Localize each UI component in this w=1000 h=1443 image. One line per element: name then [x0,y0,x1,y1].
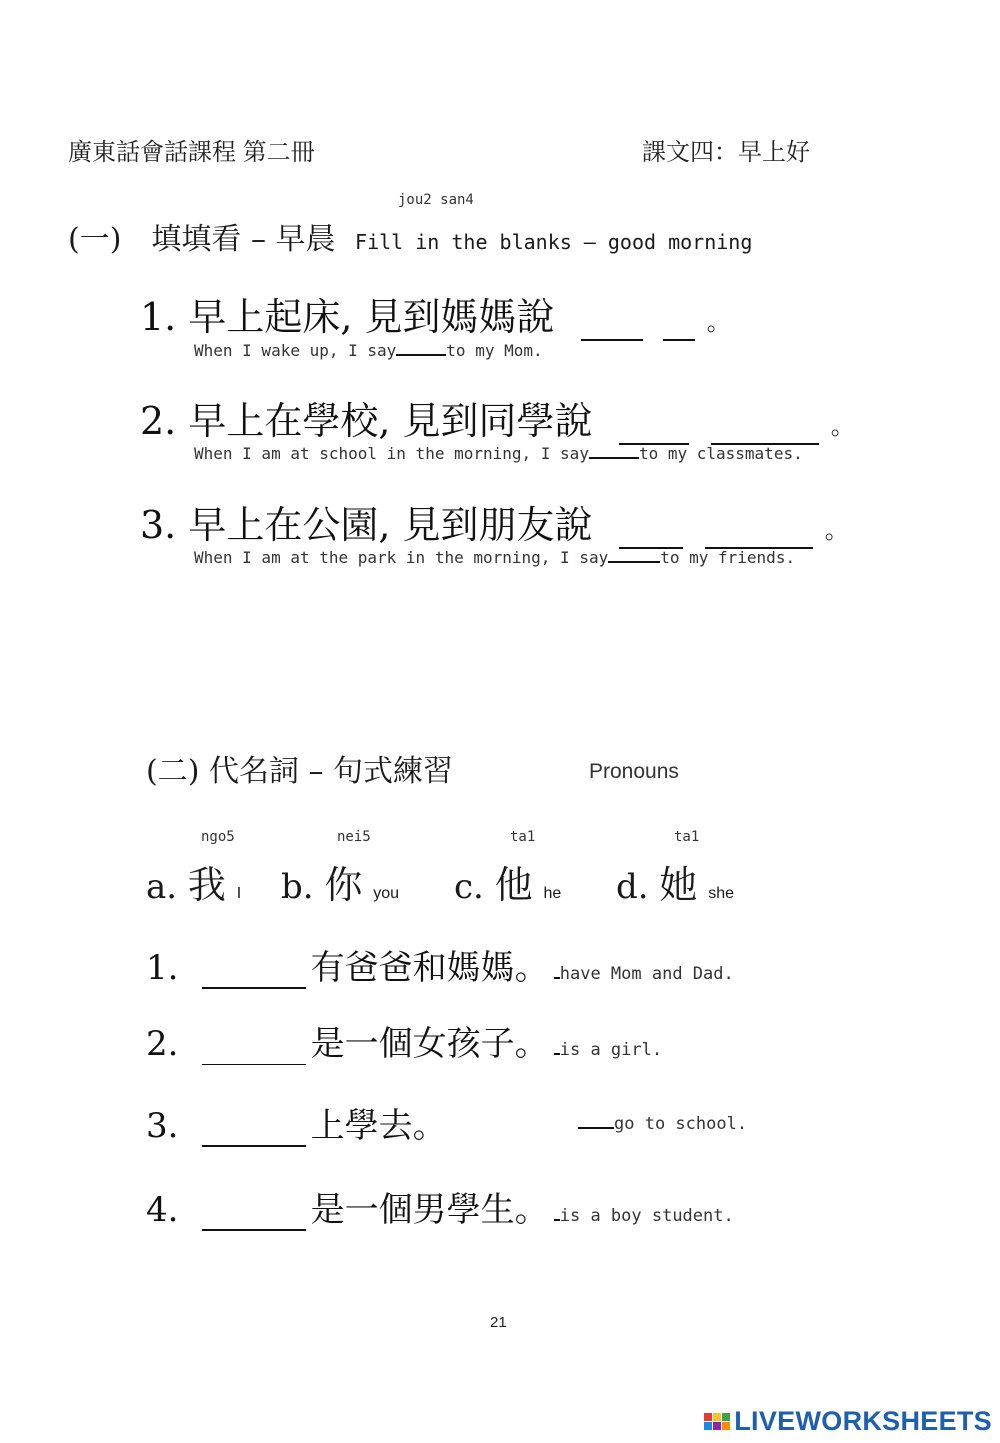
section1-title [68,214,752,258]
pronoun-question-3: 3. 上學去。 [146,1106,447,1146]
liveworksheets-logo[interactable] [704,1406,992,1437]
question-3-text: 3. 早上在公園, 見到朋友說 [140,503,593,547]
question-1-end: 。 [706,308,731,336]
question-3 [140,494,849,549]
question-3-end: 。 [824,516,849,544]
pronoun-question-2: 2. 是一個女孩子。 is a girl. [146,1024,663,1064]
logo-cubes-icon [704,1413,730,1430]
pronoun-a: a. 我 I [146,863,242,907]
section1-title-en: Fill in the blanks – good morning [355,230,753,254]
question-1 [140,286,731,341]
question-1-text: 1. 早上起床, 見到媽媽說 [140,295,555,339]
course-title: 廣東話會話課程 第二冊 [68,139,315,166]
answer-blank-3a[interactable] [619,513,683,549]
pronoun-b: b. 你 you [281,863,400,907]
pronoun-blank-3[interactable] [202,1111,306,1147]
question-2-end: 。 [830,412,855,440]
pronoun-c-pinyin: ta1 [510,829,536,845]
section2-title-zh: (二) 代名詞 – 句式練習 [146,754,454,789]
answer-blank-2a[interactable] [619,409,689,445]
question-1-translation: When I wake up, I say to my Mom. [194,341,543,360]
pronoun-d: d. 她 she [616,863,735,907]
pronoun-c: c. 他 he [454,863,562,907]
question-3-translation: When I am at the park in the morning, I say to my friends. [194,548,796,567]
pronoun-question-4: 4. 是一個男學生。 is a boy student. [146,1190,734,1230]
question-2-text: 2. 早上在學校, 見到同學說 [140,399,593,443]
lesson-title: 課文四：早上好 [642,139,810,166]
answer-blank-2b[interactable] [711,409,819,445]
section2-title-en: Pronouns [589,760,679,783]
section1-title-zh: (一) 填填看 – 早晨 [68,222,336,257]
pronoun-a-pinyin: ngo5 [201,829,235,845]
pronoun-question-1: 1. 有爸爸和媽媽。 have Mom and Dad. [146,948,734,988]
pronoun-d-pinyin: ta1 [674,829,700,845]
pronoun-question-3-translation: go to school. [578,1114,747,1134]
pronoun-blank-4[interactable] [202,1195,306,1231]
question-2-translation: When I am at school in the morning, I say to my classmates. [194,444,803,463]
pronoun-blank-1[interactable] [202,953,306,989]
answer-blank-1a[interactable] [581,305,643,341]
answer-blank-3b[interactable] [705,513,813,549]
section1-pinyin: jou2 san4 [398,192,474,208]
pronoun-b-pinyin: nei5 [337,829,371,845]
pronoun-blank-2[interactable] [202,1030,306,1065]
brand-name: LIVEWORKSHEETS [734,1406,992,1436]
page-number: 21 [490,1314,507,1331]
answer-blank-1b[interactable] [663,305,695,341]
question-2 [140,390,855,445]
